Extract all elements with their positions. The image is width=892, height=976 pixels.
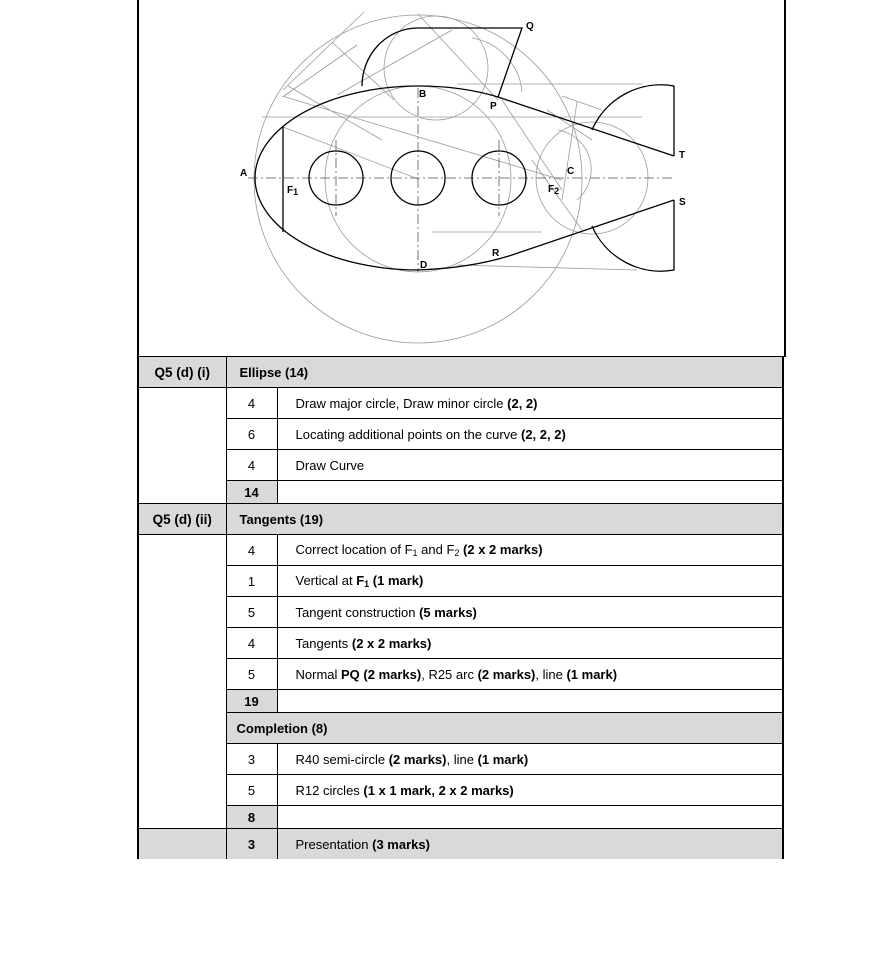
section-header-completion — [138, 713, 783, 744]
marks-cell: 4 — [226, 450, 277, 481]
construction-lines — [254, 12, 648, 343]
marks-cell: 5 — [226, 659, 277, 690]
label-a: A — [240, 168, 248, 179]
question-label: Q5 (d) (ii) — [138, 504, 226, 535]
section-header-tangents — [138, 504, 783, 535]
marks-cell: 4 — [226, 388, 277, 419]
description-cell: R40 semi-circle (2 marks), line (1 mark) — [277, 744, 783, 775]
subtotal-cell: 14 — [226, 481, 277, 504]
table-row — [138, 744, 783, 775]
section-header-ellipse — [138, 357, 783, 388]
label-c: C — [567, 166, 575, 177]
table-row — [138, 597, 783, 628]
description-cell: Locating additional points on the curve (2, 2, 2) — [277, 419, 783, 450]
label-d: D — [420, 260, 428, 271]
marks-cell: 4 — [226, 628, 277, 659]
subtotal-cell: 19 — [226, 690, 277, 713]
table-row — [138, 450, 783, 481]
section-heading: Ellipse (14) — [226, 357, 783, 388]
section-heading: Completion (8) — [226, 713, 783, 744]
label-t: T — [679, 150, 686, 161]
marks-cell: 5 — [226, 597, 277, 628]
section-heading: Tangents (19) — [226, 504, 783, 535]
label-f1: F1 — [287, 185, 299, 197]
subtotal-row — [138, 481, 783, 504]
presentation-row — [138, 829, 783, 860]
label-r: R — [492, 248, 500, 259]
blank-cell — [138, 829, 226, 860]
table-row — [138, 419, 783, 450]
description-cell: Normal PQ (2 marks), R25 arc (2 marks), line (1 mark) — [277, 659, 783, 690]
label-q: Q — [526, 21, 534, 32]
marks-cell: 5 — [226, 775, 277, 806]
empty-cell — [277, 481, 783, 504]
submarine-drawing — [139, 0, 784, 356]
centre-lines — [248, 88, 674, 272]
label-b: B — [419, 89, 427, 100]
marks-cell: 6 — [226, 419, 277, 450]
marks-cell: 3 — [226, 829, 277, 860]
marks-cell: 4 — [226, 535, 277, 566]
table-row — [138, 566, 783, 597]
marks-cell: 3 — [226, 744, 277, 775]
description-cell: Tangents (2 x 2 marks) — [277, 628, 783, 659]
empty-cell — [277, 806, 783, 829]
label-f2: F2 — [548, 184, 560, 196]
table-row — [138, 628, 783, 659]
marks-cell: 1 — [226, 566, 277, 597]
label-s: S — [679, 197, 686, 208]
table-row — [138, 775, 783, 806]
label-p: P — [490, 101, 497, 112]
subtotal-row — [138, 806, 783, 829]
drawing-panel — [137, 0, 786, 357]
description-cell: Vertical at $F_1$ (1 mark) — [277, 566, 783, 597]
description-cell: Correct location of $F_1$ and $F_2$ (2 x 2 marks) — [277, 535, 783, 566]
subtotal-row — [138, 690, 783, 713]
question-label: Q5 (d) (i) — [138, 357, 226, 388]
table-row — [138, 659, 783, 690]
subtotal-cell: 8 — [226, 806, 277, 829]
table-row — [138, 388, 783, 419]
description-cell: R12 circles (1 x 1 mark, 2 x 2 marks) — [277, 775, 783, 806]
blank-cell — [138, 388, 226, 504]
description-cell: Presentation (3 marks) — [277, 829, 783, 860]
description-cell: Tangent construction (5 marks) — [277, 597, 783, 628]
blank-cell — [138, 535, 226, 829]
table-row — [138, 535, 783, 566]
marking-scheme-table — [137, 356, 784, 859]
description-cell: Draw major circle, Draw minor circle (2, 2) — [277, 388, 783, 419]
empty-cell — [277, 690, 783, 713]
description-cell: Draw Curve — [277, 450, 783, 481]
